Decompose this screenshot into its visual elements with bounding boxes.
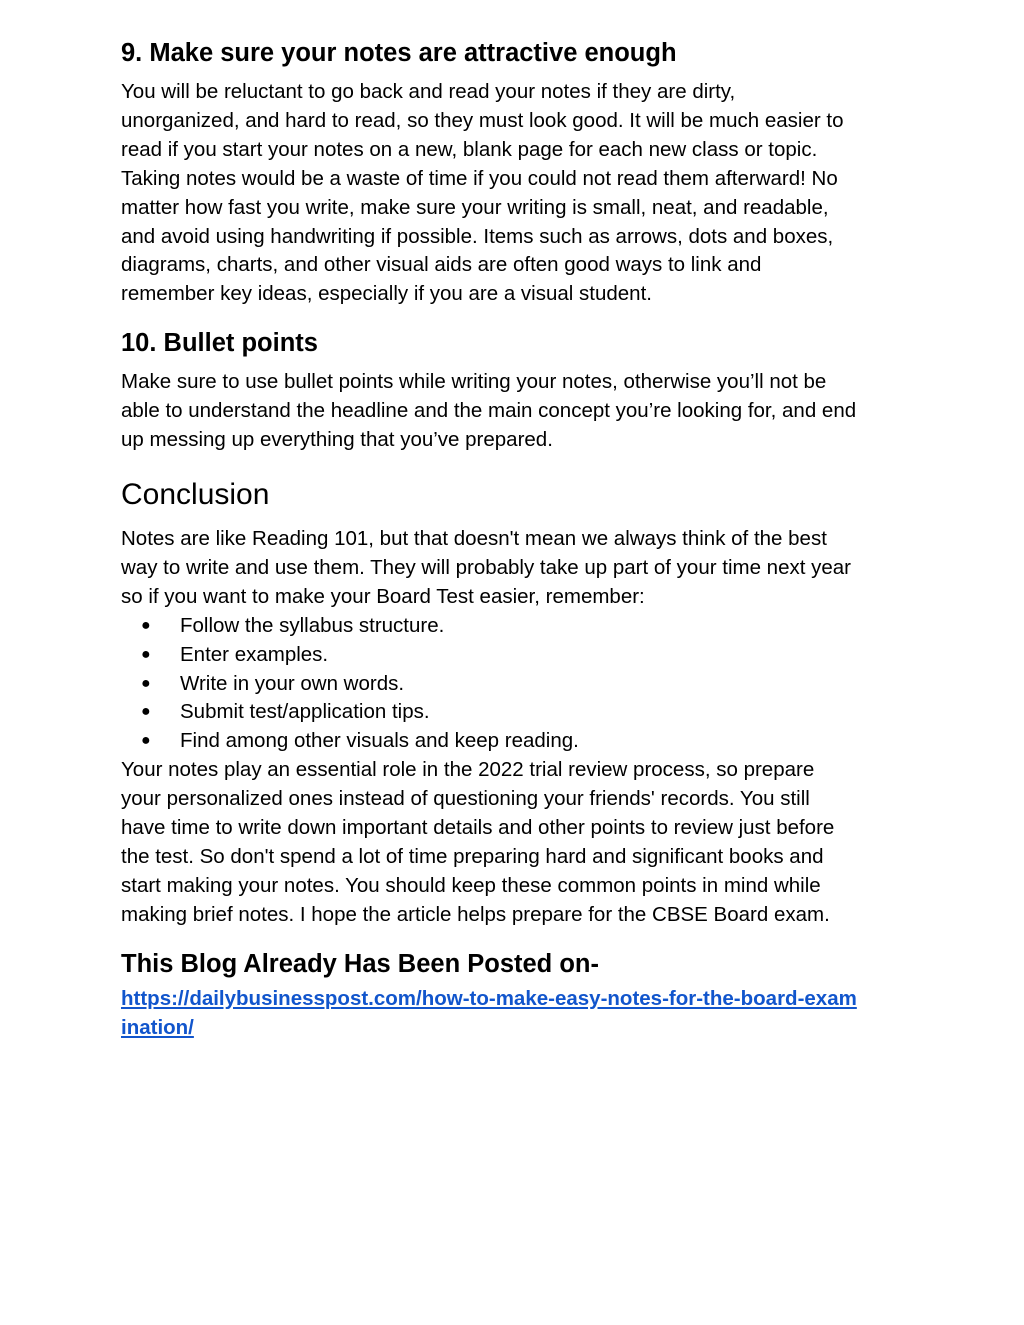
conclusion-outro: Your notes play an essential role in the 2022 trial review process, so prepare your personalized ones instead of questioning your friends' records. You still have time to write down important details and other points to review just before the test. So don't spend a lot of time preparing hard and significant books and start making your notes. You should keep these common points in mind while making brief notes. I hope the article helps prepare for the CBSE Board exam. xyxy=(121,758,835,926)
list-item xyxy=(121,670,911,699)
list-item-text: Submit test/application tips. xyxy=(180,700,430,724)
section-9-body: You will be reluctant to go back and read your notes if they are dirty, unorganized, and hard to read, so they must look good. It will be much easier to read if you start your notes on a new, blank page for each new class or topic. Taking notes would be a waste of time if you could not read them afterward! No matter how fast you write, make sure your writing is small, neat, and readable, and avoid using handwriting if possible. Items such as arrows, dots and boxes, diagrams, charts, and other visual aids are often good ways to link and remember key ideas, especially if you are a visual student. xyxy=(121,80,844,306)
conclusion-heading: Conclusion xyxy=(121,477,270,511)
section-9-heading: 9. Make sure your notes are attractive enough xyxy=(121,39,677,67)
conclusion-intro: Notes are like Reading 101, but that doesn't mean we always think of the best way to write and use them. They will probably take up part of your time next year so if you want to make your Board Test easier, remember: xyxy=(121,526,852,608)
document-page xyxy=(121,36,911,1042)
list-item xyxy=(121,698,911,727)
list-item xyxy=(121,641,911,670)
list-item xyxy=(121,727,911,756)
posted-on-heading: This Blog Already Has Been Posted on- xyxy=(121,949,599,978)
list-item-text: Write in your own words. xyxy=(180,671,405,695)
section-10-body: Make sure to use bullet points while writing your notes, otherwise you’ll not be able to understand the headline and the main concept you’re looking for, and end up messing up everything that you’ve prepared. xyxy=(121,370,857,452)
conclusion-bullet-list xyxy=(121,612,911,757)
list-item-text: Find among other visuals and keep reading. xyxy=(180,729,579,753)
bullet-icon: ● xyxy=(141,703,151,721)
section-10-heading: 10. Bullet points xyxy=(121,329,318,358)
bullet-icon: ● xyxy=(141,616,151,634)
bullet-icon: ● xyxy=(141,674,151,692)
list-item-text: Enter examples. xyxy=(180,642,329,666)
list-item xyxy=(121,612,911,641)
bullet-icon: ● xyxy=(141,732,151,750)
list-item-text: Follow the syllabus structure. xyxy=(180,613,445,637)
bullet-icon: ● xyxy=(141,645,151,663)
source-link[interactable]: https://dailybusinesspost.com/how-to-make-easy-notes-for-the-board-exam ination/ xyxy=(121,986,857,1039)
